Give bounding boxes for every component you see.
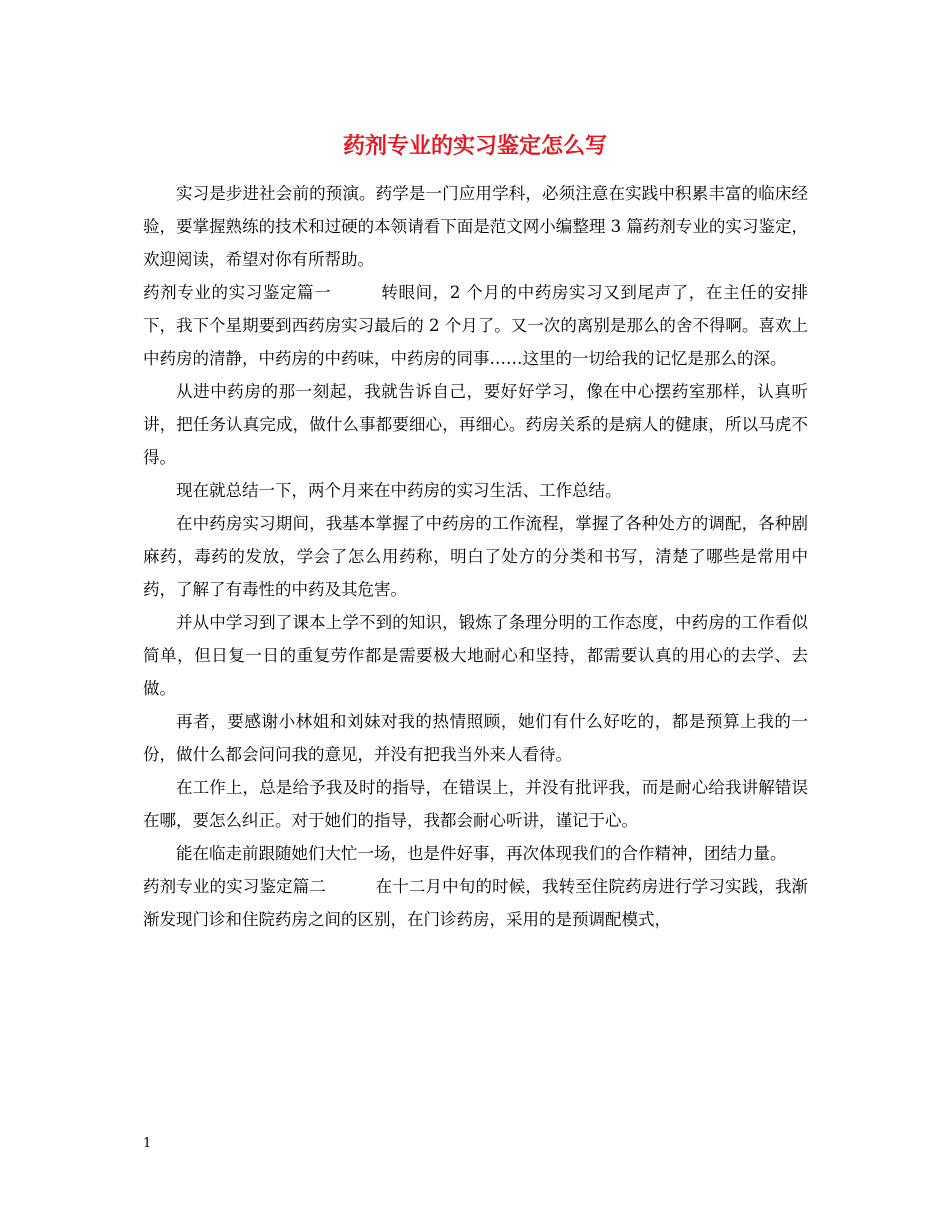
document-body: [143, 177, 808, 936]
paragraph: [143, 507, 808, 606]
paragraph-text: 再者，要感谢小林姐和刘妹对我的热情照顾，她们有什么好吃的，都是预算上我的一份，做什么都会问问我的意见，并没有把我当外来人看待。: [143, 712, 808, 764]
paragraph-text: 并从中学习到了课本上学不到的知识，锻炼了条理分明的工作态度，中药房的工作看似简单，但日复一日的重复劳作都是需要极大地耐心和坚持，都需要认真的用心的去学、去做。: [143, 613, 808, 698]
paragraph-text: 现在就总结一下，两个月来在中药房的实习生活、工作总结。: [176, 481, 622, 500]
paragraph: [143, 474, 808, 507]
paragraph-text: 在中药房实习期间，我基本掌握了中药房的工作流程，掌握了各种处方的调配，各种剧麻药，毒药的发放，学会了怎么用药称，明白了处方的分类和书写，清楚了哪些是常用中药，了解了有毒性的中药及其危害。: [143, 514, 808, 599]
document-title: 药剂专业的实习鉴定怎么写: [342, 133, 607, 159]
paragraph: [143, 837, 808, 870]
paragraph: [143, 375, 808, 474]
section-heading: 药剂专业的实习鉴定篇一: [143, 283, 332, 302]
paragraph-text: 转眼间，2 个月的中药房实习又到尾声了，在主任的安排下，我下个星期要到西药房实习最后的 2 个月了。又一次的离别是那么的舍不得啊。喜欢上中药房的清静，中药房的中药味，中药房的同事……这里的一切给我的记忆是那么的深。: [143, 283, 809, 368]
paragraph-text: 能在临走前跟随她们大忙一场，也是件好事，再次体现我们的合作精神，团结力量。: [176, 844, 787, 863]
paragraph-text: 在工作上，总是给予我及时的指导，在错误上，并没有批评我，而是耐心给我讲解错误在哪，要怎么纠正。对于她们的指导，我都会耐心听讲，谨记于心。: [143, 778, 808, 830]
paragraph-section-two: [143, 870, 808, 936]
paragraph-text: 实习是步进社会前的预演。药学是一门应用学科，必须注意在实践中积累丰富的临床经验，要掌握熟练的技术和过硬的本领请看下面是范文网小编整理 3 篇药剂专业的实习鉴定，欢迎阅读，希望对你有所帮助。: [143, 184, 808, 269]
paragraph: [143, 705, 808, 771]
paragraph-section-one: [143, 276, 808, 375]
section-heading: 药剂专业的实习鉴定篇二: [143, 877, 326, 896]
paragraph: [143, 771, 808, 837]
paragraph-text: 在十二月中旬的时候，我转至住院药房进行学习实践，我渐渐发现门诊和住院药房之间的区别，在门诊药房，采用的是预调配模式，: [143, 877, 809, 929]
paragraph-intro: [143, 177, 808, 276]
paragraph-text: 从进中药房的那一刻起，我就告诉自己，要好好学习，像在中心摆药室那样，认真听讲，把任务认真完成，做什么事都要细心，再细心。药房关系的是病人的健康，所以马虎不得。: [143, 382, 808, 467]
paragraph: [143, 606, 808, 705]
page-number: 1: [143, 1136, 152, 1151]
